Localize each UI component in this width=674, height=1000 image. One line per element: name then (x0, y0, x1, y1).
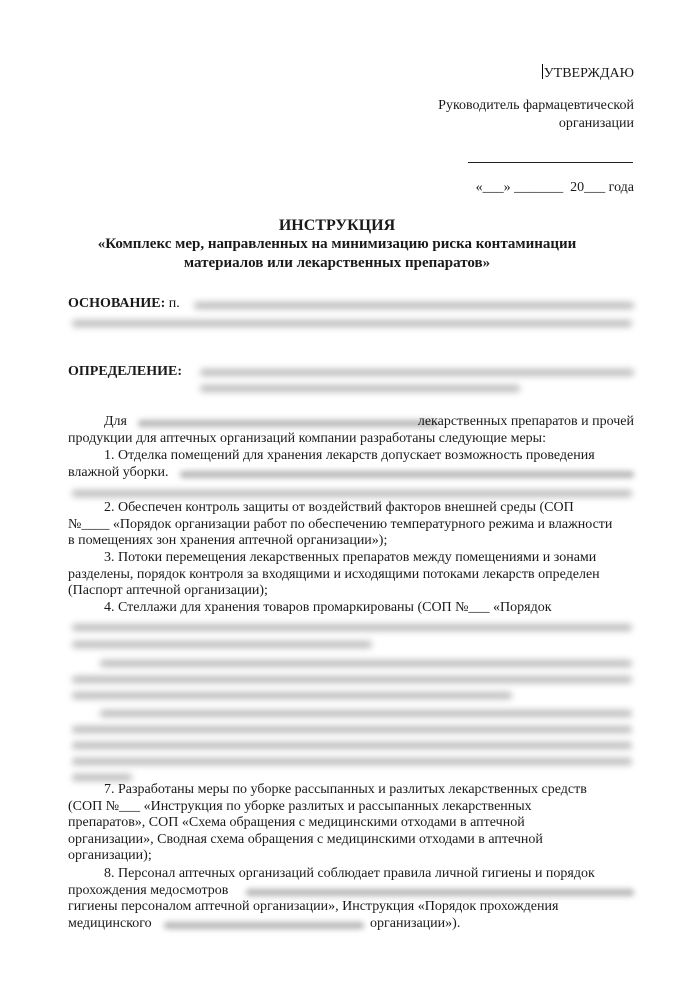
redacted-text (164, 922, 364, 929)
list-item (68, 448, 634, 481)
redacted-text (180, 471, 634, 478)
redacted-text (72, 758, 632, 765)
signature-line[interactable] (468, 162, 633, 163)
item-8-line-4-end: организации»). (370, 915, 461, 931)
item-7-line-4: организации», Сводная схема обращения с медицинскими отходами в аптечной (68, 831, 543, 847)
list-item (68, 600, 634, 617)
redacted-text (100, 710, 632, 717)
item-3-line-1: 3. Потоки перемещения лекарственных препаратов между помещениями и зонами (104, 550, 597, 565)
item-3-line-3: (Паспорт аптечной организации); (68, 583, 268, 598)
document-title (0, 216, 674, 273)
definition-row (68, 364, 182, 380)
intro-paragraph (68, 414, 634, 447)
redacted-text (72, 624, 632, 631)
redacted-text (72, 676, 632, 683)
text-cursor (542, 64, 543, 79)
redacted-text (200, 385, 520, 392)
item-2-line-2: №____ «Порядок организации работ по обеспечению температурного режима и влажности (68, 516, 613, 532)
item-8-line-3: гигиены персоналом аптечной организации», Инструкция «Порядок прохождения (68, 899, 559, 914)
title-line-3: материалов или лекарственных препаратов» (183, 255, 491, 271)
intro-word: Для (104, 414, 127, 429)
item-7-line-3: препаратов», СОП «Схема обращения с медицинскими отходами в аптечной (68, 815, 525, 830)
redacted-text (200, 369, 634, 376)
redacted-text (246, 889, 634, 896)
item-7-line-2: (СОП №___ «Инструкция по уборке разлитых и рассыпанных лекарственных (68, 798, 532, 814)
basis-point: п. (168, 296, 180, 311)
head-line-2: организации (558, 116, 634, 131)
list-item (68, 550, 634, 600)
item-4-line-1: 4. Стеллажи для хранения товаров промаркированы (СОП №___ «Порядок (104, 600, 552, 615)
intro-rest: лекарственных препаратов и прочей (417, 414, 634, 429)
approve-label (542, 64, 634, 82)
list-item (68, 866, 634, 932)
redacted-text (72, 742, 632, 749)
basis-row (68, 296, 180, 312)
basis-label: ОСНОВАНИЕ: (68, 296, 166, 311)
title-line-2: «Комплекс мер, направленных на минимизацию риска контаминации (97, 236, 577, 252)
item-1-line-1: 1. Отделка помещений для хранения лекарств допускает возможность проведения (104, 448, 595, 463)
item-3-line-2: разделены, порядок контроля за входящими и исходящими потоками лекарств определен (68, 566, 600, 582)
list-item (68, 500, 634, 550)
redacted-text (72, 692, 512, 699)
redacted-text (72, 774, 132, 781)
redacted-text (72, 726, 632, 733)
redacted-text (100, 660, 632, 667)
redacted-text (138, 420, 438, 427)
head-line-1: Руководитель фармацевтической (438, 98, 634, 113)
item-8-line-1: 8. Персонал аптечных организаций соблюдает правила личной гигиены и порядок (104, 866, 595, 881)
redacted-text (72, 641, 372, 648)
item-2-line-1: 2. Обеспечен контроль защиты от воздействий факторов внешней среды (СОП (104, 500, 574, 515)
approve-text: УТВЕРЖДАЮ (543, 66, 634, 81)
redacted-text (194, 302, 634, 309)
head-position (374, 97, 634, 133)
item-2-line-3: в помещениях зон хранения аптечной организации»); (68, 533, 388, 548)
item-7-line-5: организации); (68, 848, 152, 863)
item-8-line-4: медицинского (68, 915, 152, 931)
item-7-line-1: 7. Разработаны меры по уборке рассыпанных и разлитых лекарственных средств (104, 782, 587, 797)
redacted-text (72, 490, 632, 497)
definition-label: ОПРЕДЕЛЕНИЕ: (68, 364, 183, 379)
title-line-1: ИНСТРУКЦИЯ (278, 217, 396, 234)
list-item (68, 782, 634, 865)
item-8-line-2: прохождения медосмотров (68, 882, 229, 898)
date-line[interactable]: «___» _______ 20___ года (475, 180, 634, 195)
item-1-line-2: влажной уборки. (68, 464, 169, 480)
intro-line-2: продукции для аптечных организаций компании разработаны следующие меры: (68, 430, 546, 446)
redacted-text (72, 320, 632, 327)
